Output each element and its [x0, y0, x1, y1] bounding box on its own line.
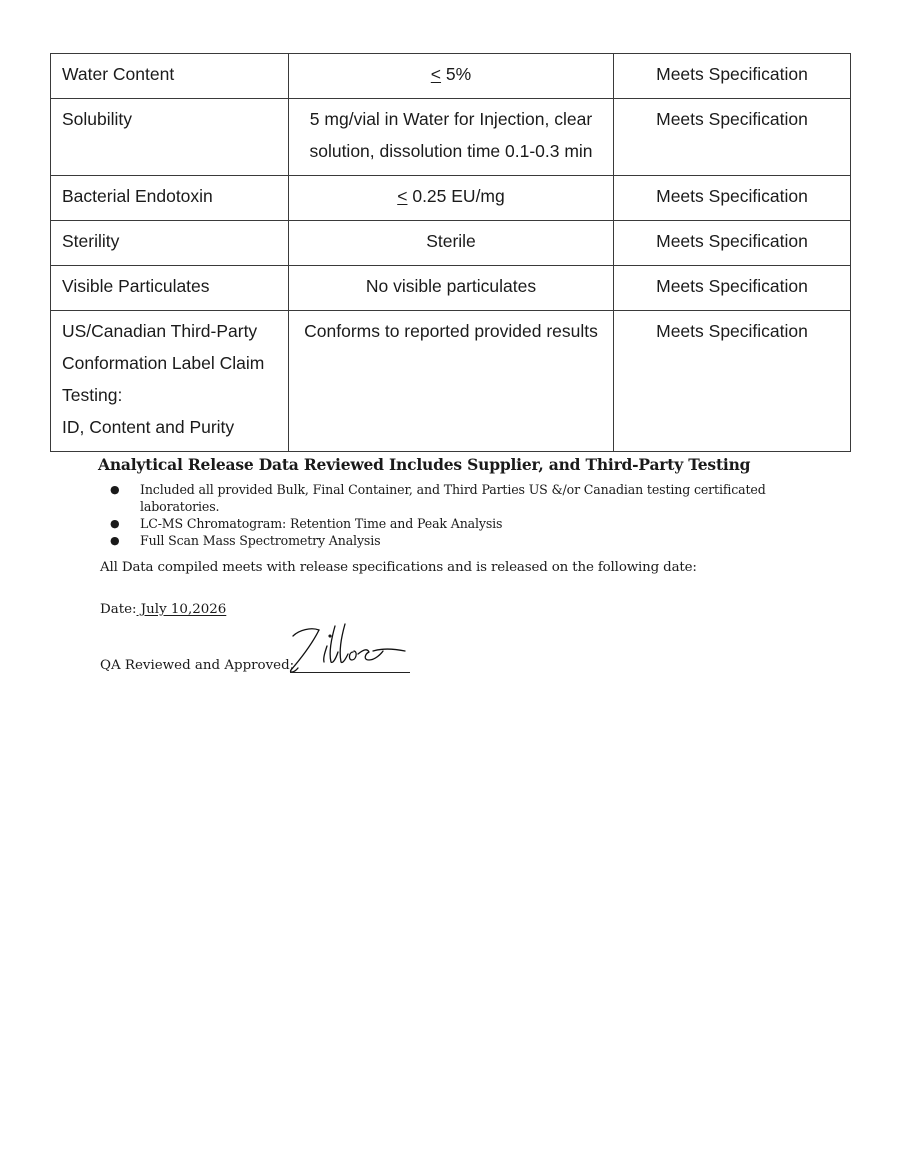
list-item [110, 515, 790, 532]
specification-cell [289, 54, 614, 99]
test-name-cell [51, 311, 289, 452]
test-name-cell: Sterility [51, 221, 289, 266]
bullet-icon: ● [110, 517, 120, 530]
table-row [51, 54, 851, 99]
test-name-cell: Bacterial Endotoxin [51, 176, 289, 221]
test-name-line: ID, Content and Purity [62, 417, 235, 437]
result-cell: Meets Specification [614, 311, 851, 452]
specification-text: 0.25 EU/mg [407, 186, 505, 206]
test-name-cell: Water Content [51, 54, 289, 99]
test-name-cell: Solubility [51, 99, 289, 176]
test-name-cell: Visible Particulates [51, 266, 289, 311]
release-date [100, 602, 226, 617]
table-row [51, 99, 851, 176]
review-list [110, 481, 790, 549]
table-row [51, 311, 851, 452]
table-row [51, 176, 851, 221]
specification-cell [289, 176, 614, 221]
less-equal-symbol: < [430, 64, 442, 84]
result-cell: Meets Specification [614, 54, 851, 99]
table-row [51, 266, 851, 311]
date-label: Date: [100, 602, 137, 617]
review-heading: Analytical Release Data Reviewed Includes Supplier, and Third-Party Testing [98, 455, 751, 474]
result-cell: Meets Specification [614, 99, 851, 176]
less-equal-symbol: < [397, 186, 408, 206]
specification-cell: Conforms to reported provided results [289, 311, 614, 452]
date-value: July 10,2026 [136, 602, 227, 617]
release-statement: All Data compiled meets with release specifications and is released on the following date: [100, 560, 697, 575]
signature-underline [290, 672, 410, 673]
approved-label: QA Reviewed and Approved: [100, 658, 295, 673]
specification-cell: Sterile [289, 221, 614, 266]
list-item [110, 532, 790, 549]
test-name-line: US/Canadian Third-Party Conformation Label Claim Testing: [62, 321, 265, 405]
bullet-icon: ● [110, 483, 120, 496]
result-cell: Meets Specification [614, 176, 851, 221]
handwritten-signature-icon [285, 618, 415, 676]
list-item-text: Full Scan Mass Spectrometry Analysis [140, 533, 381, 548]
bullet-icon: ● [110, 534, 120, 547]
result-cell: Meets Specification [614, 221, 851, 266]
specification-cell: 5 mg/vial in Water for Injection, clear solution, dissolution time 0.1-0.3 min [289, 99, 614, 176]
specification-table [50, 53, 851, 452]
result-cell: Meets Specification [614, 266, 851, 311]
table-row [51, 221, 851, 266]
approval-line [100, 658, 294, 673]
specification-text: 5% [441, 64, 472, 84]
specification-cell: No visible particulates [289, 266, 614, 311]
list-item-text: Included all provided Bulk, Final Container, and Third Parties US &/or Canadian testing certificated laboratories. [140, 482, 766, 514]
list-item-text: LC-MS Chromatogram: Retention Time and Peak Analysis [140, 516, 503, 531]
list-item [110, 481, 790, 515]
